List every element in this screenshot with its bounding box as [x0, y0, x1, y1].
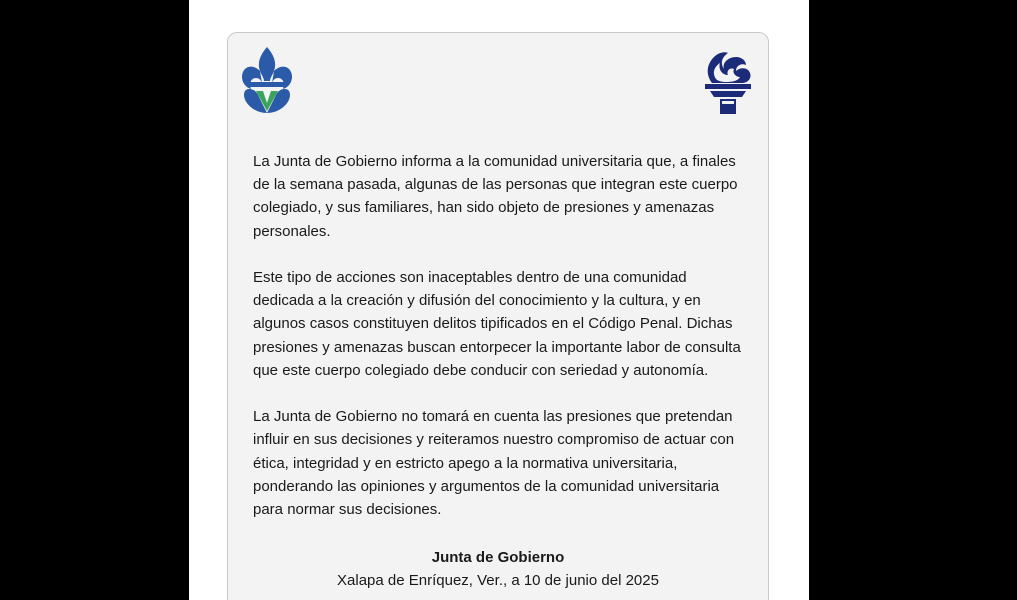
torch-logo — [702, 45, 754, 115]
statement-card — [227, 32, 769, 600]
signature-place-date: Xalapa de Enríquez, Ver., a 10 de junio del 2025 — [337, 572, 659, 589]
uv-fleur-de-lis-logo — [240, 45, 294, 115]
paragraph-2: Este tipo de acciones son inaceptables dentro de una comunidad dedicada a la creación y difusión del conocimiento y la cultura, y en algunos casos constituyen delitos tipificados en el Código Penal. Dichas presiones y amenazas buscan entorpecer la importante labor de consulta que este cuerpo colegiado debe conducir con seriedad y autonomía. — [253, 269, 741, 379]
document-page — [189, 0, 809, 600]
statement-body — [253, 150, 748, 544]
paragraph-1: La Junta de Gobierno informa a la comunidad universitaria que, a finales de la semana pasada, algunas de las personas que integran este cuerpo colegiado, y sus familiares, han sido objeto de presiones y amenazas personales. — [253, 153, 738, 240]
signature-block — [228, 546, 768, 592]
signature-name: Junta de Gobierno — [431, 549, 565, 566]
paragraph-3: La Junta de Gobierno no tomará en cuenta las presiones que pretendan influir en sus decisiones y reiteramos nuestro compromiso de actuar con ética, integridad y en estricto apego a la normativa universitaria, ponderando las opiniones y argumentos de la comunidad universitaria para normar sus decisiones. — [253, 408, 735, 519]
